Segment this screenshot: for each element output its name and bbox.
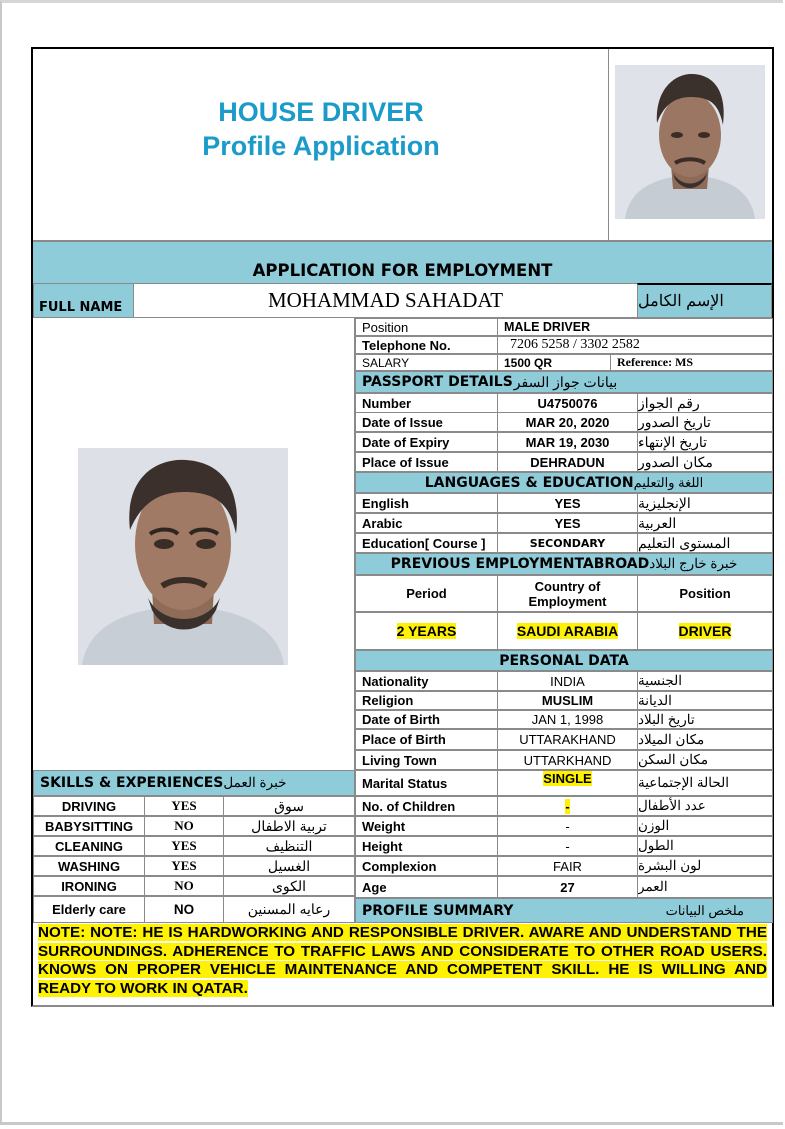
personal-row-value bbox=[497, 796, 638, 816]
skill-row-value bbox=[144, 896, 224, 923]
skill-row-name-text: BABYSITTING bbox=[44, 818, 134, 834]
personal-data-header: PERSONAL DATA bbox=[355, 650, 773, 671]
page-subtitle: Profile Application bbox=[202, 131, 440, 161]
passport-row-value-text: U4750076 bbox=[537, 395, 598, 411]
skill-row-label-ar bbox=[223, 796, 355, 816]
skill-row-label-ar-text: التنظيف bbox=[265, 837, 313, 854]
personal-row-value-text: UTTARAKHAND bbox=[519, 732, 616, 747]
skill-row-value-text: NO bbox=[173, 902, 195, 917]
header-title-block bbox=[33, 49, 609, 240]
skill-row-value bbox=[144, 816, 224, 836]
personal-row-label bbox=[355, 816, 498, 836]
personal-row-label-text: Marital Status bbox=[362, 775, 448, 791]
position-value: MALE DRIVER bbox=[497, 318, 773, 336]
passport-row-label-ar bbox=[637, 412, 773, 432]
skill-row-name bbox=[33, 836, 145, 856]
skill-row-label-ar bbox=[223, 856, 355, 876]
passport-row-label-ar bbox=[637, 452, 773, 472]
portrait-image-large bbox=[78, 448, 288, 665]
skill-row-label-ar bbox=[223, 876, 355, 896]
personal-row-value-text: - bbox=[565, 798, 570, 814]
skill-row-value-text: YES bbox=[171, 858, 197, 873]
previous-employment-header: PREVIOUS EMPLOYMENTABROAD خبرة خارج البلاد bbox=[355, 553, 773, 575]
passport-row-label-text: Number bbox=[362, 395, 412, 411]
passport-row-value-text: DEHRADUN bbox=[530, 454, 605, 470]
passport-row-value-text: MAR 19, 2030 bbox=[525, 434, 610, 450]
personal-row-value-text: - bbox=[565, 818, 570, 834]
profile-summary-header: PROFILE SUMMARY ملخص البيانات bbox=[355, 898, 773, 923]
application-band bbox=[33, 240, 772, 283]
country-column-header: Country of Employment bbox=[497, 575, 638, 612]
skill-row-name-text: DRIVING bbox=[61, 798, 117, 814]
passport-row-value bbox=[497, 393, 638, 413]
personal-row-label-text: Height bbox=[362, 838, 403, 854]
language-row-label-ar-text: الإنجليزية bbox=[638, 494, 691, 511]
personal-row-value bbox=[497, 876, 638, 898]
passport-row-label-ar bbox=[637, 393, 773, 413]
skill-row-value-text: NO bbox=[174, 818, 194, 833]
passport-row-value bbox=[497, 452, 638, 472]
language-row-value bbox=[497, 533, 638, 553]
personal-row-label-ar-text: الديانة bbox=[638, 692, 672, 708]
skill-row-name bbox=[33, 796, 145, 816]
personal-row-label-ar bbox=[637, 816, 773, 836]
personal-row-value-text: INDIA bbox=[550, 673, 585, 689]
portrait-photo-small bbox=[615, 65, 765, 219]
personal-row-label-text: Date of Birth bbox=[362, 712, 440, 727]
header-photo-cell bbox=[608, 49, 609, 240]
personal-row-value-text: UTTARKHAND bbox=[523, 752, 612, 768]
skill-row-name-text: Elderly care bbox=[52, 902, 126, 917]
personal-row-label-ar bbox=[637, 691, 773, 710]
previous-position-value: DRIVER bbox=[637, 612, 773, 650]
personal-row-label-ar-text: تاريخ البلاد bbox=[638, 711, 695, 727]
telephone-label: Telephone No. bbox=[355, 336, 498, 354]
full-name-value: MOHAMMAD SAHADAT bbox=[133, 283, 638, 318]
passport-row-label-ar-text: تاريخ الإنتهاء bbox=[638, 433, 708, 450]
salary-label: SALARY bbox=[355, 354, 498, 371]
personal-row-value bbox=[497, 691, 638, 710]
personal-row-label bbox=[355, 796, 498, 816]
skill-row-label-ar-text: رعايه المسنين bbox=[247, 901, 331, 917]
language-row-value-text: YES bbox=[554, 515, 581, 531]
skill-row-label-ar-text: سوق bbox=[274, 797, 304, 814]
skill-row-label-ar-text: الغسيل bbox=[267, 857, 311, 874]
skill-row-name bbox=[33, 856, 145, 876]
personal-row-label-ar-text: لون البشرة bbox=[638, 858, 702, 873]
personal-row-label bbox=[355, 691, 498, 710]
personal-row-value bbox=[497, 671, 638, 691]
skill-row-label-ar bbox=[223, 896, 355, 923]
language-row-label-text: English bbox=[362, 495, 409, 511]
personal-row-label-ar bbox=[637, 710, 773, 729]
skill-row-value-text: YES bbox=[171, 798, 197, 813]
personal-row-label bbox=[355, 876, 498, 898]
personal-row-label-ar-text: العمر bbox=[638, 879, 668, 894]
skill-row-value-text: YES bbox=[171, 838, 197, 853]
personal-row-label-text: Age bbox=[362, 879, 387, 895]
passport-row-value bbox=[497, 432, 638, 452]
position-label: Position bbox=[355, 318, 498, 336]
personal-row-value bbox=[497, 729, 638, 750]
full-name-label: FULL NAME bbox=[33, 283, 134, 318]
passport-row-label-ar-text: تاريخ الصدور bbox=[638, 413, 711, 430]
portrait-photo-large bbox=[78, 448, 288, 665]
personal-row-value-text: FAIR bbox=[553, 858, 582, 874]
skill-row-name bbox=[33, 896, 145, 923]
language-row-label-ar bbox=[637, 493, 773, 513]
skill-row-name bbox=[33, 816, 145, 836]
languages-section-header: LANGUAGES & EDUCATION اللغة والتعليم bbox=[355, 472, 773, 493]
passport-row-label-ar-text: رقم الجواز bbox=[638, 394, 700, 411]
language-row-label-ar-text: المستوى التعليم bbox=[638, 534, 731, 551]
personal-row-value-text: MUSLIM bbox=[541, 693, 594, 708]
language-row-label-ar bbox=[637, 513, 773, 533]
personal-row-value bbox=[497, 816, 638, 836]
passport-row-value bbox=[497, 412, 638, 432]
passport-row-label bbox=[355, 432, 498, 452]
personal-row-label bbox=[355, 710, 498, 729]
personal-row-value bbox=[497, 856, 638, 876]
language-row-label bbox=[355, 493, 498, 513]
reference-value: Reference: MS bbox=[610, 354, 773, 371]
personal-row-label-text: No. of Children bbox=[362, 798, 456, 814]
language-row-label bbox=[355, 513, 498, 533]
personal-row-value bbox=[497, 770, 638, 796]
skills-section-header: SKILLS & EXPERIENCES خبرة العمل bbox=[33, 770, 355, 796]
portrait-image-small bbox=[615, 65, 765, 219]
language-row-value bbox=[497, 493, 638, 513]
passport-row-label bbox=[355, 412, 498, 432]
personal-row-label-text: Place of Birth bbox=[362, 732, 446, 747]
personal-row-label-text: Religion bbox=[362, 693, 414, 708]
telephone-value: 7206 5258 / 3302 2582 bbox=[497, 336, 773, 354]
skill-row-value bbox=[144, 876, 224, 896]
personal-row-label-ar bbox=[637, 770, 773, 796]
personal-row-value bbox=[497, 750, 638, 770]
country-value: SAUDI ARABIA bbox=[497, 612, 638, 650]
language-row-value-text: YES bbox=[554, 495, 581, 511]
personal-row-label-ar bbox=[637, 876, 773, 898]
personal-row-label-ar-text: الطول bbox=[638, 838, 674, 853]
language-row-value bbox=[497, 513, 638, 533]
passport-row-label-text: Place of Issue bbox=[362, 454, 449, 470]
language-row-label-text: Education[ Course ] bbox=[362, 535, 486, 551]
personal-row-label-text: Nationality bbox=[362, 673, 429, 689]
passport-row-value-text: MAR 20, 2020 bbox=[525, 414, 610, 430]
personal-row-label-ar-text: الوزن bbox=[638, 818, 670, 833]
personal-row-label-text: Living Town bbox=[362, 752, 437, 768]
personal-row-label-ar-text: مكان الميلاد bbox=[638, 731, 705, 747]
skill-row-value bbox=[144, 836, 224, 856]
passport-row-label-ar bbox=[637, 432, 773, 452]
position-column-header: Position bbox=[637, 575, 773, 612]
language-row-label bbox=[355, 533, 498, 553]
personal-row-label bbox=[355, 856, 498, 876]
personal-row-value-text: - bbox=[565, 838, 570, 854]
personal-row-value bbox=[497, 836, 638, 856]
personal-row-value-text: JAN 1, 1998 bbox=[531, 712, 604, 727]
skill-row-value-text: NO bbox=[174, 878, 194, 893]
personal-row-label-text: Complexion bbox=[362, 858, 437, 874]
skill-row-name-text: CLEANING bbox=[55, 838, 123, 854]
personal-row-label-ar-text: عدد الأطفال bbox=[638, 798, 706, 813]
personal-row-label-ar-text: الحالة الإجتماعية bbox=[638, 775, 729, 790]
period-value: 2 YEARS bbox=[355, 612, 498, 650]
skill-row-value bbox=[144, 796, 224, 816]
personal-row-label-ar bbox=[637, 671, 773, 691]
passport-row-label-ar-text: مكان الصدور bbox=[638, 453, 713, 470]
personal-row-label-ar-text: مكان السكن bbox=[638, 752, 709, 767]
skill-row-label-ar bbox=[223, 836, 355, 856]
skill-row-label-ar-text: الكوى bbox=[271, 877, 307, 894]
personal-row-label bbox=[355, 750, 498, 770]
skill-row-label-ar bbox=[223, 816, 355, 836]
personal-row-label-ar bbox=[637, 796, 773, 816]
skill-row-name-text: IRONING bbox=[61, 878, 117, 894]
passport-row-label-text: Date of Expiry bbox=[362, 434, 450, 450]
personal-row-value-text: 27 bbox=[560, 879, 575, 895]
skill-row-label-ar-text: تربية الاطفال bbox=[251, 817, 327, 834]
personal-row-label-ar bbox=[637, 729, 773, 750]
personal-row-label-ar bbox=[637, 856, 773, 876]
personal-row-label-ar-text: الجنسية bbox=[638, 673, 683, 688]
personal-row-label bbox=[355, 836, 498, 856]
language-row-value-text: SECONDARY bbox=[529, 536, 606, 550]
salary-value: 1500 QR bbox=[497, 354, 611, 371]
language-row-label-ar-text: العربية bbox=[638, 514, 677, 531]
personal-row-value bbox=[497, 710, 638, 729]
passport-section-header: PASSPORT DETAILS بيانات جواز السفر bbox=[355, 371, 773, 393]
personal-row-label bbox=[355, 729, 498, 750]
language-row-label-text: Arabic bbox=[362, 515, 403, 531]
application-band-title: APPLICATION FOR EMPLOYMENT bbox=[252, 261, 553, 280]
profile-summary-note: NOTE: NOTE: HE IS HARDWORKING AND RESPONSIBLE DRIVER. AWARE AND UNDERSTAND THE SURROUNDINGS. ADHERENCE TO TRAFFIC LAWS AND CONSIDERATE TO OTHER ROAD USERS. KNOWS ON PROPER VEHICLE MAINTENANCE AND COMPETENT SKILL. HE IS WILLING AND READY TO WORK IN QATAR. bbox=[38, 924, 767, 997]
skill-row-name bbox=[33, 876, 145, 896]
passport-row-label bbox=[355, 452, 498, 472]
page-title: HOUSE DRIVER bbox=[218, 97, 424, 127]
skill-row-name-text: WASHING bbox=[57, 858, 121, 874]
personal-row-label-ar bbox=[637, 750, 773, 770]
full-name-label-ar: الإسم الكامل bbox=[637, 283, 772, 318]
language-row-label-ar bbox=[637, 533, 773, 553]
period-column-header: Period bbox=[355, 575, 498, 612]
personal-row-value-text: SINGLE bbox=[543, 771, 592, 786]
personal-row-label bbox=[355, 770, 498, 796]
personal-row-label bbox=[355, 671, 498, 691]
skill-row-value bbox=[144, 856, 224, 876]
personal-row-label-text: Weight bbox=[362, 818, 406, 834]
personal-row-label-ar bbox=[637, 836, 773, 856]
passport-row-label bbox=[355, 393, 498, 413]
passport-row-label-text: Date of Issue bbox=[362, 414, 443, 430]
